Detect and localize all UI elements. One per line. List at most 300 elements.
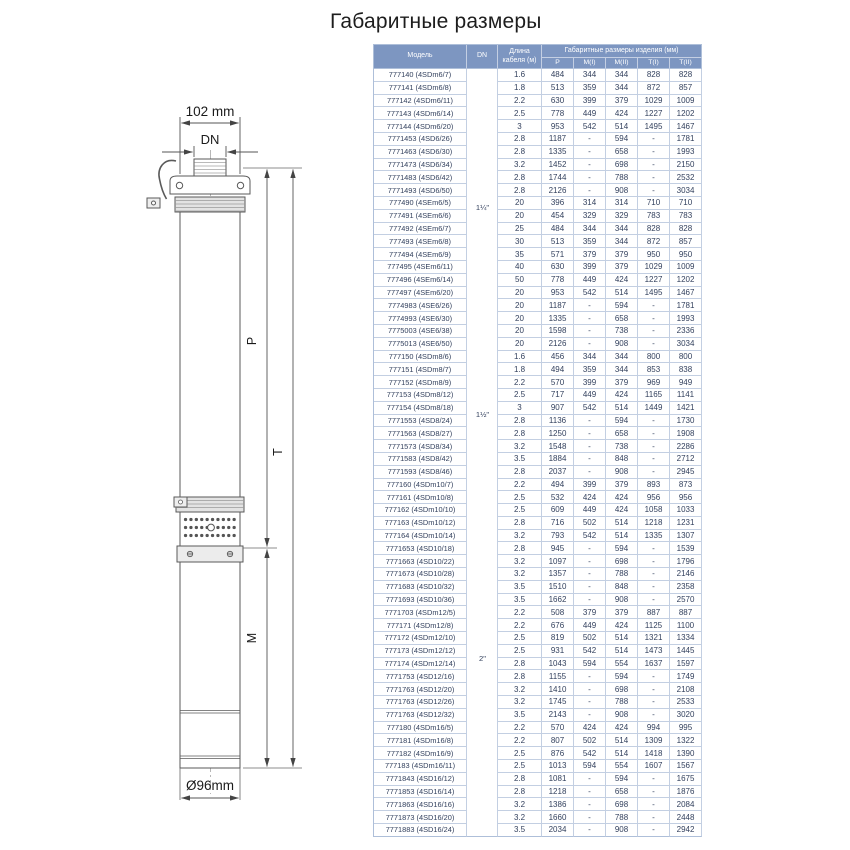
- cell-t1: 1309: [638, 734, 670, 747]
- cell-cable: 2.2: [498, 722, 542, 735]
- cell-m2: 594: [606, 415, 638, 428]
- table-row: [374, 133, 702, 146]
- cell-m2: 514: [606, 734, 638, 747]
- cell-cable: 1.6: [498, 69, 542, 82]
- table-row: [374, 82, 702, 95]
- cell-t2: 1908: [670, 427, 702, 440]
- cell-m1: 502: [574, 517, 606, 530]
- table-row: [374, 440, 702, 453]
- cell-p: 571: [542, 248, 574, 261]
- cell-m2: 424: [606, 504, 638, 517]
- cell-t1: 1637: [638, 658, 670, 671]
- cell-p: 570: [542, 722, 574, 735]
- cell-t1: -: [638, 159, 670, 172]
- cell-model: 7774993 (4SE6/30): [374, 312, 467, 325]
- cell-model: 777490 (4SEm6/5): [374, 197, 467, 210]
- table-row: [374, 824, 702, 837]
- cell-t2: 1100: [670, 619, 702, 632]
- cell-model: 7771673 (4SD10/28): [374, 568, 467, 581]
- cell-dn: [467, 619, 498, 632]
- cell-t2: 1009: [670, 261, 702, 274]
- table-row: [374, 670, 702, 683]
- cell-cable: 3.2: [498, 798, 542, 811]
- cell-m1: -: [574, 811, 606, 824]
- cell-t1: 956: [638, 491, 670, 504]
- cell-t2: 1202: [670, 107, 702, 120]
- cell-cable: 3.2: [498, 530, 542, 543]
- cell-cable: 25: [498, 223, 542, 236]
- header-m2: M(II): [606, 58, 638, 69]
- cell-model: 777150 (4SDm8/6): [374, 351, 467, 364]
- cell-p: 1043: [542, 658, 574, 671]
- cell-m2: 698: [606, 798, 638, 811]
- cell-cable: 50: [498, 274, 542, 287]
- cell-model: 777495 (4SEm6/11): [374, 261, 467, 274]
- cell-model: 777163 (4SDm10/12): [374, 517, 467, 530]
- cell-model: 777492 (4SEm6/7): [374, 223, 467, 236]
- cell-cable: 2.5: [498, 107, 542, 120]
- cell-t2: 2532: [670, 171, 702, 184]
- cell-cable: 2.8: [498, 415, 542, 428]
- cell-t1: 969: [638, 376, 670, 389]
- cell-m2: 379: [606, 479, 638, 492]
- cell-cable: 2.8: [498, 670, 542, 683]
- cell-dn: [467, 197, 498, 210]
- cell-t2: 857: [670, 82, 702, 95]
- table-row: [374, 248, 702, 261]
- cell-m1: -: [574, 299, 606, 312]
- cell-t1: -: [638, 466, 670, 479]
- table-row: [374, 351, 702, 364]
- cell-t2: 1567: [670, 760, 702, 773]
- cell-m2: 514: [606, 120, 638, 133]
- cell-m1: -: [574, 184, 606, 197]
- cell-dn: [467, 811, 498, 824]
- table-row: [374, 542, 702, 555]
- cell-cable: 2.8: [498, 427, 542, 440]
- cell-cable: 2.5: [498, 389, 542, 402]
- cell-p: 2126: [542, 338, 574, 351]
- cell-t2: 1390: [670, 747, 702, 760]
- table-row: [374, 299, 702, 312]
- cell-p: 1410: [542, 683, 574, 696]
- cell-model: 777180 (4SDm16/5): [374, 722, 467, 735]
- cell-m2: 658: [606, 312, 638, 325]
- cell-dn: [467, 274, 498, 287]
- cell-p: 1452: [542, 159, 574, 172]
- cell-t1: 800: [638, 351, 670, 364]
- cell-m2: 379: [606, 261, 638, 274]
- cell-p: 454: [542, 210, 574, 223]
- table-row: [374, 466, 702, 479]
- cell-p: 876: [542, 747, 574, 760]
- cell-model: 777493 (4SEm6/8): [374, 235, 467, 248]
- table-row: [374, 363, 702, 376]
- cell-p: 819: [542, 632, 574, 645]
- cell-t1: -: [638, 568, 670, 581]
- cell-cable: 2.8: [498, 146, 542, 159]
- cell-cable: 3.2: [498, 555, 542, 568]
- cell-dn: [467, 69, 498, 82]
- cell-m2: 908: [606, 466, 638, 479]
- cell-t1: -: [638, 171, 670, 184]
- cell-t2: 828: [670, 69, 702, 82]
- cell-dn: [467, 773, 498, 786]
- cell-cable: 3.5: [498, 709, 542, 722]
- cell-t2: 2146: [670, 568, 702, 581]
- cell-model: 777153 (4SDm8/12): [374, 389, 467, 402]
- cell-t1: 1029: [638, 95, 670, 108]
- cell-model: 777162 (4SDm10/10): [374, 504, 467, 517]
- cell-m1: -: [574, 133, 606, 146]
- cell-cable: 2.8: [498, 466, 542, 479]
- cell-m2: 344: [606, 235, 638, 248]
- cell-t2: 2570: [670, 594, 702, 607]
- cell-t2: 3020: [670, 709, 702, 722]
- cell-model: 777171 (4SDm12/8): [374, 619, 467, 632]
- cell-cable: 2.8: [498, 786, 542, 799]
- cell-p: 630: [542, 261, 574, 274]
- table-row: [374, 146, 702, 159]
- dim-102mm-label: 102 mm: [185, 104, 235, 119]
- cell-t1: -: [638, 824, 670, 837]
- cell-m2: 908: [606, 824, 638, 837]
- header-dn: DN: [467, 45, 498, 69]
- cell-p: 609: [542, 504, 574, 517]
- cell-p: 1884: [542, 453, 574, 466]
- table-row: [374, 402, 702, 415]
- table-row: [374, 120, 702, 133]
- table-row: [374, 491, 702, 504]
- cell-t2: 1467: [670, 120, 702, 133]
- cell-p: 1744: [542, 171, 574, 184]
- cell-cable: 2.2: [498, 619, 542, 632]
- cell-p: 630: [542, 95, 574, 108]
- cell-dn: [467, 606, 498, 619]
- cell-dn: [467, 581, 498, 594]
- cell-t1: -: [638, 683, 670, 696]
- cell-cable: 2.2: [498, 376, 542, 389]
- cell-p: 2037: [542, 466, 574, 479]
- cell-t2: 2945: [670, 466, 702, 479]
- cell-model: 777164 (4SDm10/14): [374, 530, 467, 543]
- cell-cable: 2.2: [498, 479, 542, 492]
- cell-t1: -: [638, 786, 670, 799]
- cell-dn: [467, 709, 498, 722]
- cell-t1: -: [638, 811, 670, 824]
- pump-dimension-diagram: [130, 95, 340, 810]
- cell-t2: 3034: [670, 338, 702, 351]
- cell-dn: [467, 402, 498, 415]
- cell-p: 494: [542, 363, 574, 376]
- cell-m2: 514: [606, 287, 638, 300]
- table-row: [374, 325, 702, 338]
- cell-t2: 1334: [670, 632, 702, 645]
- cell-t2: 1993: [670, 146, 702, 159]
- cell-t2: 1675: [670, 773, 702, 786]
- cell-cable: 2.5: [498, 632, 542, 645]
- cell-m2: 594: [606, 133, 638, 146]
- cell-t1: 1218: [638, 517, 670, 530]
- header-t1: T(I): [638, 58, 670, 69]
- cell-t2: 1009: [670, 95, 702, 108]
- cell-t1: -: [638, 453, 670, 466]
- cell-m1: 449: [574, 504, 606, 517]
- cell-t2: 1421: [670, 402, 702, 415]
- cell-p: 508: [542, 606, 574, 619]
- cell-t1: -: [638, 798, 670, 811]
- cell-m1: 542: [574, 747, 606, 760]
- cell-p: 931: [542, 645, 574, 658]
- cell-cable: 1.8: [498, 363, 542, 376]
- cell-dn: [467, 325, 498, 338]
- cell-cable: 20: [498, 325, 542, 338]
- cell-model: 7771763 (4SD12/26): [374, 696, 467, 709]
- cell-model: 7771863 (4SD16/16): [374, 798, 467, 811]
- cell-model: 777173 (4SDm12/12): [374, 645, 467, 658]
- table-row: [374, 555, 702, 568]
- cell-dn: [467, 824, 498, 837]
- cell-t1: -: [638, 773, 670, 786]
- page-title: Габаритные размеры: [330, 10, 542, 33]
- cell-dn: [467, 363, 498, 376]
- cell-model: 777151 (4SDm8/7): [374, 363, 467, 376]
- cell-m1: 542: [574, 402, 606, 415]
- cell-model: 7771763 (4SD12/20): [374, 683, 467, 696]
- cell-m1: 379: [574, 606, 606, 619]
- table-row: [374, 722, 702, 735]
- flange-hole-left: [176, 182, 182, 188]
- cell-t2: 1730: [670, 415, 702, 428]
- cell-m2: 514: [606, 530, 638, 543]
- cell-m2: 554: [606, 760, 638, 773]
- cell-model: 7771703 (4SDm12/5): [374, 606, 467, 619]
- cell-m1: 449: [574, 389, 606, 402]
- cell-model: 7771883 (4SD16/24): [374, 824, 467, 837]
- cell-t1: 1335: [638, 530, 670, 543]
- cell-dn: [467, 248, 498, 261]
- cell-m1: -: [574, 466, 606, 479]
- table-row: [374, 734, 702, 747]
- cell-m1: -: [574, 312, 606, 325]
- cell-cable: 20: [498, 338, 542, 351]
- cell-m2: 738: [606, 440, 638, 453]
- cell-p: 1013: [542, 760, 574, 773]
- cell-t2: 956: [670, 491, 702, 504]
- cell-m1: 542: [574, 645, 606, 658]
- dn-value-1-1-2: 1½": [475, 410, 490, 419]
- cell-t1: 1473: [638, 645, 670, 658]
- cell-dn: [467, 95, 498, 108]
- cell-m1: 424: [574, 491, 606, 504]
- table-row: [374, 619, 702, 632]
- cell-m1: -: [574, 568, 606, 581]
- cell-dn: [467, 82, 498, 95]
- cell-model: 7774983 (4SE6/26): [374, 299, 467, 312]
- table-row: [374, 69, 702, 82]
- table-header: [374, 45, 702, 69]
- cell-p: 793: [542, 530, 574, 543]
- cell-t1: 994: [638, 722, 670, 735]
- cell-p: 2143: [542, 709, 574, 722]
- cell-m2: 738: [606, 325, 638, 338]
- cell-model: 7771473 (4SD6/34): [374, 159, 467, 172]
- cell-m1: -: [574, 824, 606, 837]
- cell-cable: 1.8: [498, 82, 542, 95]
- cell-t1: -: [638, 133, 670, 146]
- cell-t2: 949: [670, 376, 702, 389]
- cell-m2: 908: [606, 709, 638, 722]
- table-row: [374, 415, 702, 428]
- table-row: [374, 811, 702, 824]
- cell-cable: 2.5: [498, 760, 542, 773]
- cell-cable: 3.5: [498, 594, 542, 607]
- cell-cable: 3.2: [498, 811, 542, 824]
- cell-t1: -: [638, 312, 670, 325]
- cell-t2: 1231: [670, 517, 702, 530]
- dim-t-label: T: [271, 448, 285, 456]
- cell-m1: 594: [574, 658, 606, 671]
- cell-cable: 3.2: [498, 568, 542, 581]
- cell-p: 953: [542, 120, 574, 133]
- suction-screen: [180, 512, 240, 546]
- cell-dn: [467, 261, 498, 274]
- cell-model: 7771453 (4SD6/26): [374, 133, 467, 146]
- cell-p: 2126: [542, 184, 574, 197]
- cell-t1: 853: [638, 363, 670, 376]
- cell-t1: -: [638, 440, 670, 453]
- cell-t1: 828: [638, 223, 670, 236]
- table-row: [374, 95, 702, 108]
- cell-dn: [467, 287, 498, 300]
- cell-model: 7771763 (4SD12/32): [374, 709, 467, 722]
- cell-p: 717: [542, 389, 574, 402]
- cell-cable: 2.8: [498, 658, 542, 671]
- cell-m2: 514: [606, 645, 638, 658]
- cell-model: 777160 (4SDm10/7): [374, 479, 467, 492]
- cell-m1: -: [574, 696, 606, 709]
- cell-m1: -: [574, 171, 606, 184]
- cell-model: 7775013 (4SE6/50): [374, 338, 467, 351]
- cell-cable: 2.2: [498, 95, 542, 108]
- cell-t2: 1993: [670, 312, 702, 325]
- cell-t1: 1495: [638, 120, 670, 133]
- cell-model: 777141 (4SDm6/8): [374, 82, 467, 95]
- cell-model: 777161 (4SDm10/8): [374, 491, 467, 504]
- cell-m2: 424: [606, 491, 638, 504]
- cell-m1: 359: [574, 363, 606, 376]
- cell-cable: 2.8: [498, 171, 542, 184]
- ribbed-band-bottom: [174, 497, 244, 512]
- cell-m1: 449: [574, 619, 606, 632]
- cell-m2: 788: [606, 811, 638, 824]
- cell-m1: -: [574, 683, 606, 696]
- table-row: [374, 389, 702, 402]
- cell-dn: [467, 376, 498, 389]
- dimension-dn: [162, 146, 258, 157]
- cell-t2: 2533: [670, 696, 702, 709]
- cell-m1: 449: [574, 107, 606, 120]
- cell-dn: [467, 479, 498, 492]
- cell-p: 484: [542, 223, 574, 236]
- cell-model: 777140 (4SDm6/7): [374, 69, 467, 82]
- cell-p: 1187: [542, 133, 574, 146]
- cell-dn: [467, 722, 498, 735]
- cell-m2: 848: [606, 453, 638, 466]
- cell-p: 945: [542, 542, 574, 555]
- cell-cable: 35: [498, 248, 542, 261]
- table-row: [374, 581, 702, 594]
- cell-m1: -: [574, 670, 606, 683]
- table-row: [374, 197, 702, 210]
- coupling-flange: [177, 546, 243, 562]
- cell-model: 777183 (4SDm16/11): [374, 760, 467, 773]
- cell-m2: 908: [606, 594, 638, 607]
- cell-p: 1660: [542, 811, 574, 824]
- table-row: [374, 568, 702, 581]
- cell-m1: -: [574, 325, 606, 338]
- cell-dn: [467, 235, 498, 248]
- cell-model: 7771593 (4SD8/46): [374, 466, 467, 479]
- cell-t2: 1781: [670, 133, 702, 146]
- table-row: [374, 338, 702, 351]
- cell-m1: -: [574, 581, 606, 594]
- cell-t2: 1033: [670, 504, 702, 517]
- cell-m2: 658: [606, 427, 638, 440]
- cell-m2: 344: [606, 223, 638, 236]
- cell-model: 777181 (4SDm16/8): [374, 734, 467, 747]
- cell-cable: 1.6: [498, 351, 542, 364]
- cell-p: 1357: [542, 568, 574, 581]
- cell-t1: -: [638, 542, 670, 555]
- table-row: [374, 645, 702, 658]
- cell-cable: 2.5: [498, 504, 542, 517]
- cell-m2: 594: [606, 773, 638, 786]
- ribbed-band-top: [175, 197, 245, 212]
- cell-t2: 2286: [670, 440, 702, 453]
- cell-dn: [467, 159, 498, 172]
- cell-m1: 399: [574, 376, 606, 389]
- cell-m2: 908: [606, 338, 638, 351]
- table-row: [374, 658, 702, 671]
- dim-dn-label: DN: [200, 132, 220, 147]
- cell-model: 777496 (4SEm6/14): [374, 274, 467, 287]
- cell-model: 7771663 (4SD10/22): [374, 555, 467, 568]
- cell-dn: [467, 415, 498, 428]
- cell-cable: 20: [498, 287, 542, 300]
- cell-t1: 1321: [638, 632, 670, 645]
- cell-m2: 424: [606, 274, 638, 287]
- cell-dn: [467, 146, 498, 159]
- cell-p: 1510: [542, 581, 574, 594]
- cell-m1: -: [574, 594, 606, 607]
- cell-p: 1155: [542, 670, 574, 683]
- cell-cable: 2.8: [498, 184, 542, 197]
- cell-model: 777182 (4SDm16/9): [374, 747, 467, 760]
- cell-p: 532: [542, 491, 574, 504]
- table-row: [374, 171, 702, 184]
- table-row: [374, 223, 702, 236]
- table-row: [374, 504, 702, 517]
- cell-cable: 2.2: [498, 606, 542, 619]
- cell-m1: -: [574, 709, 606, 722]
- cell-t2: 828: [670, 223, 702, 236]
- cell-m1: 449: [574, 274, 606, 287]
- cell-p: 807: [542, 734, 574, 747]
- cell-t2: 710: [670, 197, 702, 210]
- cell-cable: 3.2: [498, 440, 542, 453]
- cell-t1: 950: [638, 248, 670, 261]
